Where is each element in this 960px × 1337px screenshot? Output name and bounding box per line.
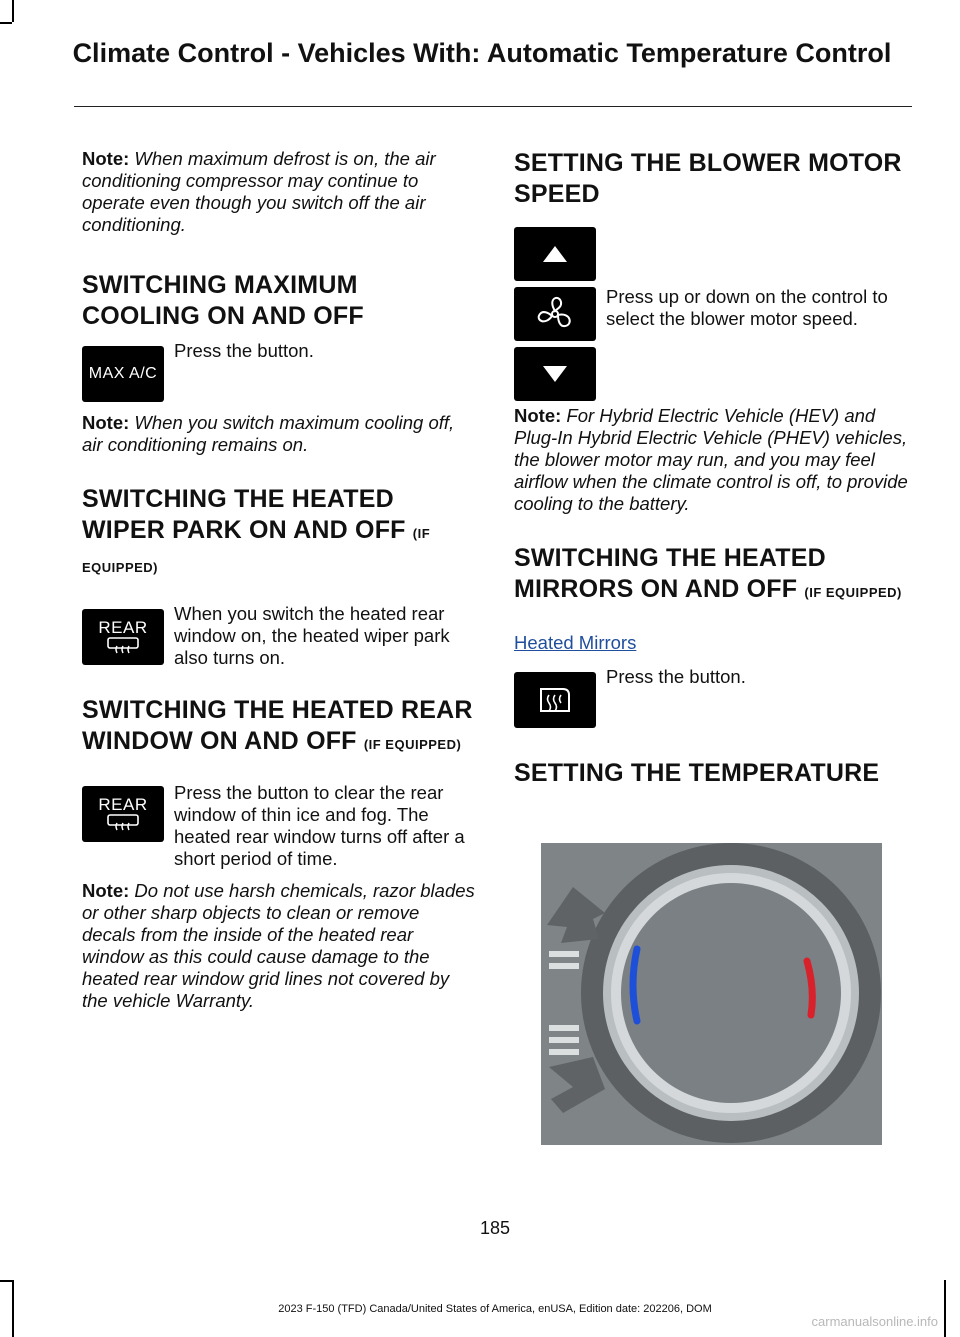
rear-defrost-icon: REAR bbox=[82, 609, 164, 665]
defrost-grid-icon bbox=[106, 637, 140, 655]
wiper-park-row bbox=[82, 605, 476, 681]
heated-mirror-icon bbox=[514, 672, 596, 728]
heading-heated-mirrors: SWITCHING THE HEATED MIRRORS ON AND OFF (IF EQUIPPED) bbox=[514, 544, 902, 603]
crop-mark bbox=[0, 22, 12, 24]
max-ac-icon: MAX A/C bbox=[82, 346, 164, 402]
note-hybrid-blower: Note: For Hybrid Electric Vehicle (HEV) and Plug-In Hybrid Electric Vehicle (PHEV) vehicles, the blower motor may run, and you may feel airflow when the climate control is off, to provide cooling to the battery. bbox=[514, 405, 908, 514]
mirrors-text: Press the button. bbox=[606, 666, 746, 687]
note-max-defrost: Note: When maximum defrost is on, the air conditioning compressor may continue to operate even though you switch off the air conditioning. bbox=[82, 148, 436, 235]
heated-mirrors-link[interactable]: Heated Mirrors bbox=[514, 632, 637, 653]
wiper-park-text: When you switch the heated rear window on, the heated wiper park also turns on. bbox=[174, 603, 450, 668]
footer-edition: 2023 F-150 (TFD) Canada/United States of America, enUSA, Edition date: 202206, DOM bbox=[278, 1303, 712, 1315]
note-harsh-chemicals: Note: Do not use harsh chemicals, razor blades or other sharp objects to clean or remove decals from the inside of the heated rear window as this could cause damage to the heated rear window grid lines not covered by the vehicle Warranty. bbox=[82, 880, 475, 1011]
defrost-grid-icon bbox=[106, 814, 140, 832]
fan-icon bbox=[514, 287, 596, 341]
rear-window-row bbox=[82, 782, 476, 844]
heading-wiper-park: SWITCHING THE HEATED WIPER PARK ON AND OFF (IF EQUIPPED) bbox=[82, 485, 431, 575]
heading-blower-speed: SETTING THE BLOWER MOTOR SPEED bbox=[514, 149, 902, 208]
header-divider bbox=[74, 106, 912, 107]
temperature-dial-icon bbox=[541, 843, 882, 1145]
crop-mark bbox=[0, 1280, 12, 1282]
max-ac-row bbox=[82, 342, 476, 402]
heated-mirrors-link-row bbox=[514, 632, 908, 654]
page-title: Climate Control - Vehicles With: Automatic Temperature Control bbox=[72, 38, 892, 68]
mirrors-row bbox=[514, 668, 908, 738]
crop-mark bbox=[12, 0, 14, 22]
note-max-cooling-off: Note: When you switch maximum cooling off, air conditioning remains on. bbox=[82, 412, 455, 455]
rear-defrost-icon: REAR bbox=[82, 786, 164, 842]
fan-down-icon bbox=[514, 347, 596, 401]
heading-rear-window: SWITCHING THE HEATED REAR WINDOW ON AND OFF (IF EQUIPPED) bbox=[82, 696, 473, 755]
watermark: carmanualsonline.info bbox=[811, 1314, 938, 1329]
fan-up-icon bbox=[514, 227, 596, 281]
heading-max-cooling: SWITCHING MAXIMUM COOLING ON AND OFF bbox=[82, 271, 364, 330]
heading-temperature: SETTING THE TEMPERATURE bbox=[514, 759, 880, 787]
rear-window-text: Press the button to clear the rear window of thin ice and fog. The heated rear window turns off after a short period of time. bbox=[174, 782, 465, 869]
blower-row bbox=[514, 227, 908, 403]
blower-text: Press up or down on the control to select the blower motor speed. bbox=[606, 286, 888, 329]
right-column bbox=[514, 148, 908, 789]
page-number: 185 bbox=[479, 1218, 511, 1238]
max-ac-text: Press the button. bbox=[174, 340, 314, 361]
left-column bbox=[82, 148, 476, 1012]
